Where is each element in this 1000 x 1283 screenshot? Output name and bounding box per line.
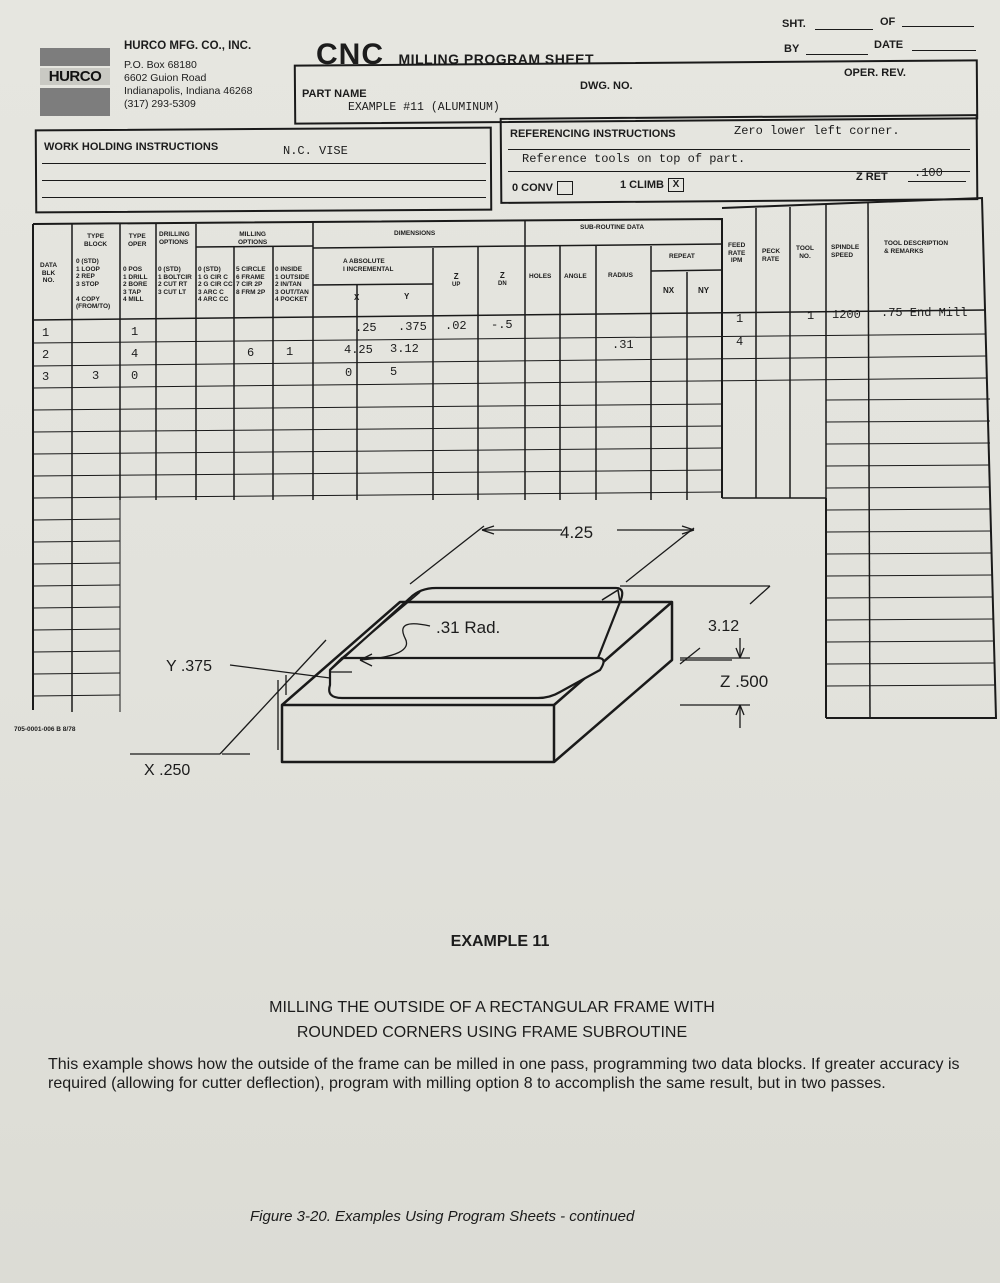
y-offset-label: Y .375 [166, 658, 212, 675]
hdr-z-up: Z UP [452, 272, 461, 288]
climb-checkbox[interactable]: X [668, 178, 684, 192]
block-front-face [282, 705, 554, 762]
hdr-tool-description: TOOL DESCRIPTION & REMARKS [884, 240, 949, 255]
title-rest: MILLING PROGRAM SHEET [398, 51, 595, 67]
part-name-value[interactable]: EXAMPLE #11 (ALUMINUM) [348, 101, 500, 114]
referencing-line2[interactable]: Reference tools on top of part. [522, 152, 746, 166]
address-line: (317) 293-5309 [124, 98, 196, 110]
caption-title-line2: ROUNDED CORNERS USING FRAME SUBROUTINE [296, 1024, 688, 1041]
hdr-repeat: REPEAT [669, 253, 695, 260]
dim-extension-right [626, 528, 694, 582]
address-line: P.O. Box 68180 [124, 59, 197, 71]
conv-label: 0 CONV [512, 181, 553, 194]
cell-y[interactable]: 3.12 [390, 342, 419, 356]
of-label: OF [880, 16, 896, 28]
hdr-milling-options-b: 5 CIRCLE 6 FRAME 7 CIR 2P 8 FRM 2P [236, 266, 266, 296]
part-name-label: PART NAME [302, 88, 367, 100]
hdr-type-block: TYPE BLOCK [84, 233, 108, 248]
x-extension-right [220, 640, 326, 754]
oper-rev-label: OPER. REV. [844, 67, 906, 79]
caption-title-line1: MILLING THE OUTSIDE OF A RECTANGULAR FRAME WITH [269, 999, 715, 1016]
x-offset-label: X .250 [144, 762, 191, 779]
cell-description[interactable]: .75 End Mill [881, 306, 968, 320]
title-cnc: CNC [316, 38, 384, 71]
frame-bottom [329, 658, 603, 698]
dwg-no-label: DWG. NO. [580, 80, 633, 92]
hdr-milling: MILLING OPTIONS [238, 231, 268, 246]
caption-paragraph: This example shows how the outside of the frame can be milled in one pass, programming two data blocks. If greater accuracy is required (allowing for cutter deflection), program with milling option 8 to accomplish the same result, but in two passes. [48, 1056, 960, 1092]
hdr-drilling: DRILLING OPTIONS [159, 231, 190, 246]
hdr-abs-inc: A ABSOLUTE I INCREMENTAL [343, 258, 394, 273]
work-holding-value[interactable]: N.C. VISE [283, 144, 348, 158]
dim-depth: 3.12 [708, 618, 740, 635]
hdr-radius: RADIUS [608, 272, 633, 279]
cell-y[interactable]: 5 [390, 365, 398, 379]
cell-tool[interactable]: 1 [807, 309, 815, 323]
hdr-z-dn: Z DN [498, 271, 507, 287]
cell-type-oper[interactable]: 4 [131, 347, 139, 361]
cell-milling-b[interactable]: 6 [247, 346, 255, 360]
hdr-nx: NX [663, 286, 675, 295]
cell-type-block[interactable]: 3 [92, 369, 100, 383]
by-label: BY [784, 43, 800, 55]
hdr-holes: HOLES [529, 273, 552, 280]
z-ret-label: Z RET [856, 171, 888, 183]
referencing-line1[interactable]: Zero lower left corner. [734, 124, 900, 138]
hdr-peck-rate: PECK RATE [762, 248, 781, 263]
radius-label: .31 Rad. [436, 618, 501, 637]
part-drawing [120, 500, 820, 800]
cell-x[interactable]: .25 [355, 321, 377, 335]
cell-radius[interactable]: .31 [612, 338, 634, 352]
hdr-subroutine: SUB-ROUTINE DATA [580, 224, 645, 231]
form-number: 705-0001-006 B 8/78 [14, 726, 76, 733]
hdr-type-oper-options: 0 POS 1 DRILL 2 BORE 3 TAP 4 MILL [123, 266, 148, 303]
cell-type-oper[interactable]: 0 [131, 369, 139, 383]
address-line: 6602 Guion Road [124, 72, 207, 84]
cell-type-oper[interactable]: 1 [131, 325, 139, 339]
cell-blk[interactable]: 2 [42, 348, 50, 362]
y-dim-line [230, 665, 330, 678]
logo-text: HURCO [40, 68, 110, 85]
cell-x[interactable]: 4.25 [344, 343, 373, 357]
hdr-data-blk: DATA BLK NO. [40, 262, 58, 284]
cell-feed[interactable]: 1 [736, 312, 744, 326]
cell-feed[interactable]: 4 [736, 335, 744, 349]
address-line: Indianapolis, Indiana 46268 [124, 85, 253, 97]
cell-spindle[interactable]: 1200 [832, 308, 861, 322]
hdr-drilling-options: 0 (STD) 1 BOLTCIR 2 CUT RT 3 CUT LT [158, 266, 192, 296]
cell-y[interactable]: .375 [398, 320, 427, 334]
work-holding-label: WORK HOLDING INSTRUCTIONS [44, 141, 219, 153]
hdr-type-block-options: 0 (STD) 1 LOOP 2 REP 3 STOP 4 COPY (FROM/TO) [76, 258, 111, 310]
hdr-angle: ANGLE [564, 273, 587, 280]
hdr-x: X [354, 293, 360, 302]
z-ret-value[interactable]: .100 [914, 166, 943, 180]
date-label: DATE [874, 39, 904, 51]
hdr-spindle-speed: SPINDLE SPEED [831, 244, 860, 259]
hdr-milling-options-a: 0 (STD) 1 G CIR C 2 G CIR CC 3 ARC C 4 ARC CC [198, 266, 233, 303]
referencing-label: REFERENCING INSTRUCTIONS [510, 128, 676, 140]
hdr-tool-no: TOOL NO. [796, 245, 814, 260]
cell-blk[interactable]: 1 [42, 326, 50, 340]
hdr-feed-rate: FEED RATE IPM [728, 242, 746, 264]
frame-inner-edge [342, 592, 420, 658]
example-heading: EXAMPLE 11 [450, 933, 550, 950]
dim-extension-left [410, 526, 484, 584]
hdr-dimensions: DIMENSIONS [394, 230, 436, 237]
dim-width: 4.25 [560, 523, 594, 542]
hdr-ny: NY [698, 286, 710, 295]
hdr-milling-options-c: 0 INSIDE 1 OUTSIDE 2 IN/TAN 3 OUT/TAN 4 POCKET [275, 266, 310, 303]
cell-z-up[interactable]: .02 [445, 319, 467, 333]
dim-height: Z .500 [720, 672, 769, 691]
hdr-y: Y [404, 292, 410, 301]
company-name: HURCO MFG. CO., INC. [124, 40, 252, 52]
cell-milling-c[interactable]: 1 [286, 345, 294, 359]
climb-label: 1 CLIMB [620, 178, 664, 191]
frame-corner [602, 590, 620, 602]
figure-caption: Figure 3-20. Examples Using Program Sheets - continued [250, 1208, 635, 1225]
cell-x[interactable]: 0 [345, 366, 353, 380]
cell-z-dn[interactable]: -.5 [491, 318, 513, 332]
hdr-type-oper: TYPE OPER [128, 233, 147, 248]
cell-blk[interactable]: 3 [42, 370, 50, 384]
sht-label: SHT. [782, 18, 806, 30]
